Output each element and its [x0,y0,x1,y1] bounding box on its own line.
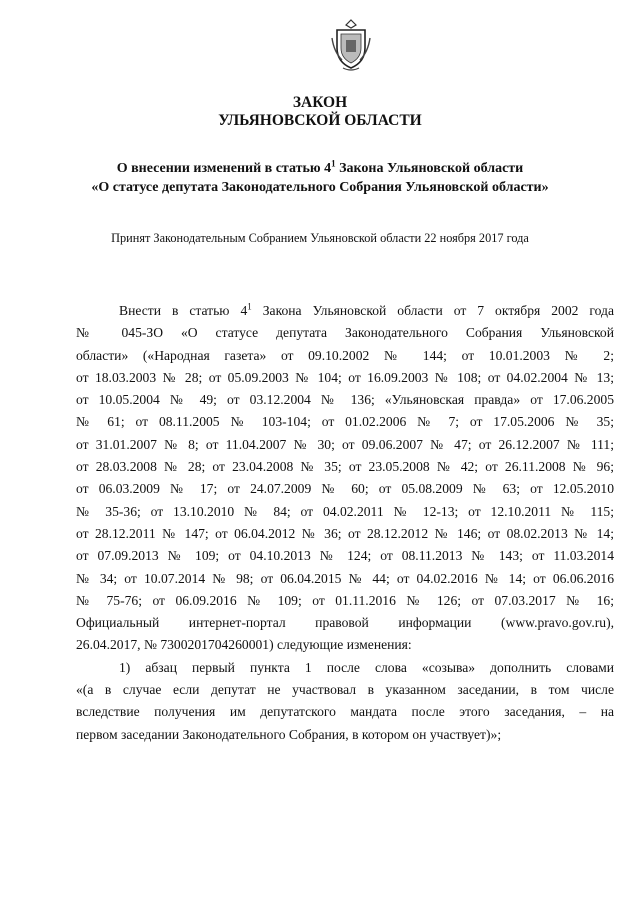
body-line: от 07.09.2013 № 109; от 04.10.2013 № 124; от 08.11.2013 № 143; от 11.03.2014 [76,548,614,564]
coat-of-arms-icon [328,18,374,72]
body-line: № 045-ЗО «О статусе депутата Законодательного Собрания Ульяновской [76,325,614,341]
document-subtitle-line2: «О статусе депутата Законодательного Собрания Ульяновской области» [91,180,549,195]
body-line: 26.04.2017, № 7300201704260001) следующие изменения: [76,637,412,653]
item1-line: первом заседании Законодательного Собрания, в котором он участвует)»; [76,726,502,742]
body-line: № 75-76; от 06.09.2016 № 109; от 01.11.2016 № 126; от 07.03.2017 № 16; [76,592,614,608]
body-line: № 61; от 08.11.2005 № 103-104; от 01.02.2006 № 7; от 17.05.2006 № 35; [76,414,614,430]
item1-line: 1) абзац первый пункта 1 после слова «созыва» дополнить словами [119,659,614,675]
body-line: № 34; от 10.07.2014 № 98; от 06.04.2015 № 44; от 04.02.2016 № 14; от 06.06.2016 [76,570,614,586]
document-body [76,300,614,746]
item1-line: вследствие получения им депутатского мандата после этого заседания, – на [76,704,614,720]
item1-line: «(а в случае если депутат не участвовал в указанном заседании, в том числе [76,682,614,698]
body-line: от 31.01.2007 № 8; от 11.04.2007 № 30; от 09.06.2007 № 47; от 26.12.2007 № 111; [76,436,614,452]
document-title: ЗАКОН [292,94,348,111]
adoption-note: Принят Законодательным Собранием Ульяновской области 22 ноября 2017 года [111,231,529,245]
body-line: от 06.03.2009 № 17; от 24.07.2009 № 60; от 05.08.2009 № 63; от 12.05.2010 [76,481,614,497]
document-title-region: УЛЬЯНОВСКОЙ ОБЛАСТИ [218,112,422,129]
body-line: от 18.03.2003 № 28; от 05.09.2003 № 104; от 16.09.2003 № 108; от 04.02.2004 № 13; [76,369,614,385]
body-line: от 28.03.2008 № 28; от 23.04.2008 № 35; от 23.05.2008 № 42; от 26.11.2008 № 96; [76,459,614,475]
body-line: Внести в статью $4^1$ Закона Ульяновской области от 7 октября 2002 года [119,301,614,318]
body-line: области» («Народная газета» от 09.10.2002 № 144; от 10.01.2003 № 2; [76,347,614,363]
body-line: Официальный интернет-портал правовой информации (www.pravo.gov.ru), [76,615,614,631]
body-line: от 28.12.2011 № 147; от 06.04.2012 № 36; от 28.12.2012 № 146; от 08.02.2013 № 14; [76,525,614,541]
body-line: от 10.05.2004 № 49; от 03.12.2004 № 136; «Ульяновская правда» от 17.06.2005 [76,392,614,408]
body-line: № 35-36; от 13.10.2010 № 84; от 04.02.2011 № 12-13; от 12.10.2011 № 115; [76,503,614,519]
document-subtitle-line1: О внесении изменений в статью $4^1$ Закона Ульяновской области [116,158,524,176]
